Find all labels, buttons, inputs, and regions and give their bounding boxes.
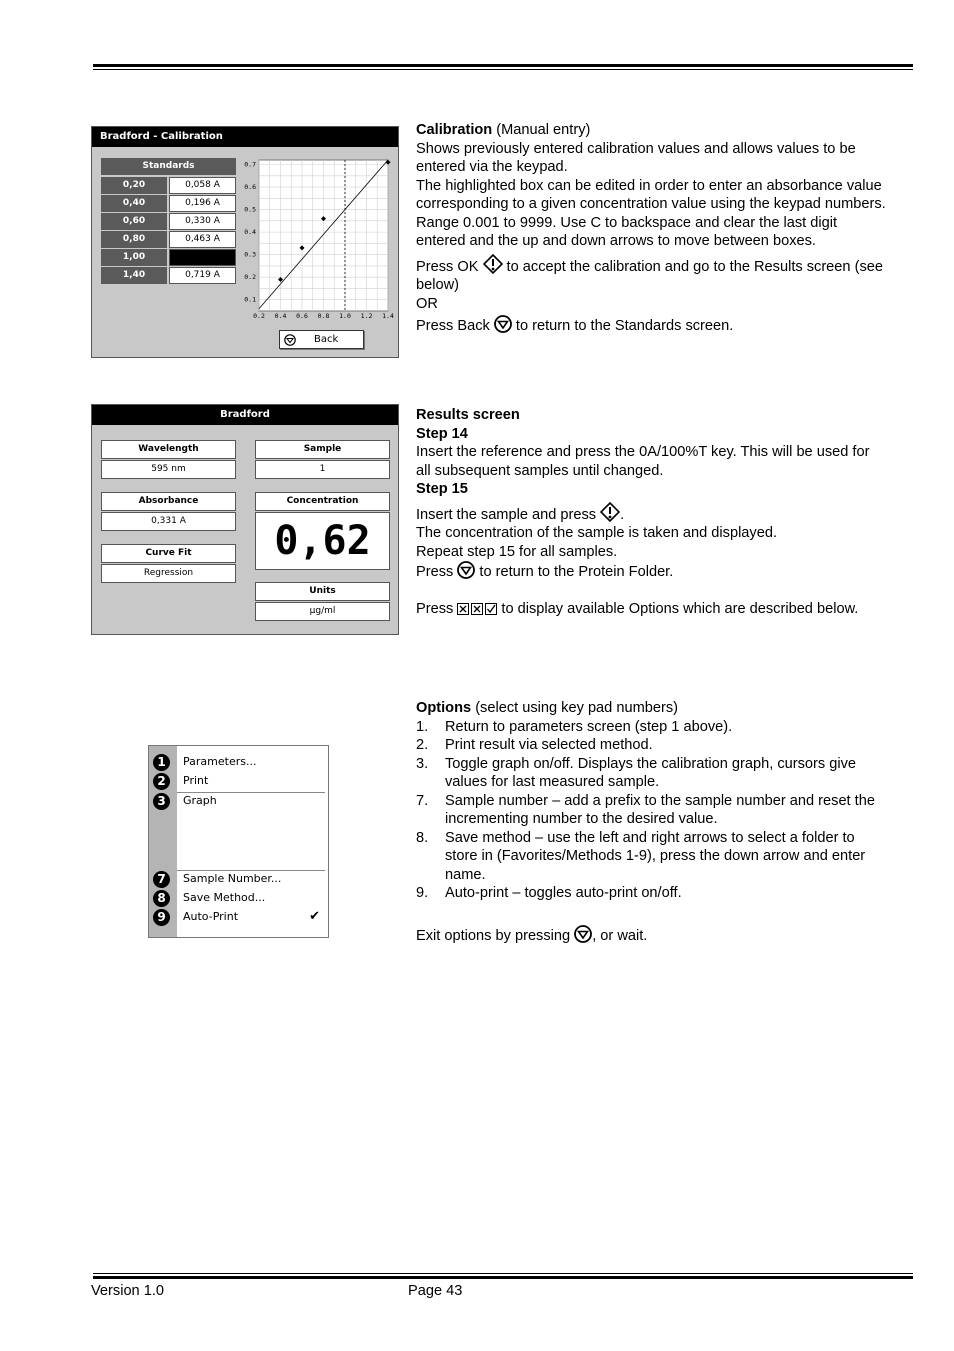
menu-item-label: Save Method... [183,891,266,904]
y-tick-label: 0.3 [244,250,256,259]
results-section [416,406,886,618]
menu-item-save-method[interactable] [149,889,328,908]
back-button-label: Back [314,334,339,345]
step15-a: Insert the sample and press [416,506,601,523]
calibration-heading-suffix: (Manual entry) [492,122,591,138]
absorbance-label: Absorbance [101,492,236,511]
menu-number-badge: 9 [153,909,170,926]
options-list [416,718,886,903]
footer-rule-thin [93,1273,913,1274]
concentration-label: Concentration [255,492,390,511]
footer-rule-thick [93,1276,913,1279]
step15-b: . [620,506,625,523]
results-line4-a: Press [416,564,458,580]
std-abs-6[interactable]: 0,719 A [169,267,236,284]
list-item [416,792,886,829]
press-back-b: to return to the Standards screen. [511,318,734,334]
sample-value: 1 [255,460,390,479]
results-line5-b: to display available Options which are described below. [497,600,859,617]
absorbance-value: 0,331 A [101,512,236,531]
options-heading-suffix: (select using key pad numbers) [471,700,678,716]
results-line3: Repeat step 15 for all samples. [416,543,618,560]
back-key-icon [457,561,475,579]
y-tick-label: 0.4 [244,228,256,237]
menu-number-badge: 3 [153,793,170,810]
menu-item-graph[interactable] [149,792,328,811]
x-tick-label: 0.8 [317,312,330,320]
results-screen [91,404,399,635]
back-key-icon [574,925,592,943]
x-tick-label: 0.6 [296,312,308,320]
menu-item-print[interactable] [149,772,328,791]
std-conc-6: 1,40 [101,267,167,284]
list-item [416,736,886,755]
menu-item-sample-number[interactable] [149,870,328,889]
list-text: Return to parameters screen (step 1 above). [445,718,733,735]
results-screen-title: Bradford [92,405,398,425]
step14-heading: Step 14 [416,425,468,442]
list-text: Save method – use the left and right arrows to select a folder to store in (Favorites/Methods 1-9), press the down arrow and enter name. [445,829,866,883]
header-rule-thick [93,64,913,67]
calibration-screen [91,126,399,358]
calibration-section [416,121,886,336]
or-text: OR [416,295,438,312]
options-section [416,699,886,945]
list-item [416,829,886,885]
results-line5-a: Press [416,600,458,617]
menu-item-label: Graph [183,794,217,807]
list-number: 2. [416,737,429,753]
std-abs-3[interactable]: 0,330 A [169,213,236,230]
wavelength-value: 595 nm [101,460,236,479]
menu-number-badge: 8 [153,890,170,907]
standards-header: Standards [101,158,236,175]
y-tick-label: 0.2 [244,273,256,282]
units-value: µg/ml [255,602,390,621]
std-abs-5-highlighted[interactable] [169,249,236,266]
footer-version: Version 1.0 [91,1283,165,1299]
results-heading: Results screen [416,407,520,423]
calibration-p2: The highlighted box can be edited in order to enter an absorbance value corresponding to a given concentration value using the keypad numbers. Range 0.001 to 9999. Use C to backspace and clear the last digit entered and the up and down arrows to move between boxes. [416,177,886,249]
footer-page-number: Page 43 [408,1283,463,1299]
menu-number-badge: 2 [153,773,170,790]
list-text: Toggle graph on/off. Displays the calibration graph, cursors give values for last measured sample. [445,755,857,790]
calibration-screen-title: Bradford - Calibration [92,127,398,147]
x-tick-label: 0.2 [253,312,265,320]
units-label: Units [255,582,390,601]
results-line2: The concentration of the sample is taken and displayed. [416,525,778,541]
exit-b: , or wait. [592,927,648,944]
wavelength-label: Wavelength [101,440,236,459]
options-heading: Options [416,700,472,716]
list-item [416,755,886,792]
list-text: Print result via selected method. [445,737,653,753]
y-tick-label: 0.6 [244,183,256,192]
y-tick-label: 0.7 [244,160,256,169]
press-ok-a: Press OK [416,258,483,275]
curve-fit-label: Curve Fit [101,544,236,563]
menu-number-badge: 1 [153,754,170,771]
list-item [416,884,886,903]
press-ok-b: to accept the calibration and go to the Results screen (see below) [416,258,883,293]
calibration-graph [242,155,398,323]
check-icon: ✔ [309,909,320,924]
std-abs-4[interactable]: 0,463 A [169,231,236,248]
menu-item-label: Print [183,774,209,787]
step14-body: Insert the reference and press the 0A/100%T key. This will be used for all subsequent samples until changed. [416,444,870,479]
x-tick-label: 0.4 [274,312,287,320]
calibration-p1: Shows previously entered calibration values and allows values to be entered via the keypad. [416,140,856,175]
back-button[interactable] [279,330,364,349]
list-number: 7. [416,792,429,809]
ok-key-icon [483,254,503,274]
menu-item-label: Sample Number... [183,872,282,885]
menu-item-label: Parameters... [183,755,257,768]
std-conc-3: 0,60 [101,213,167,230]
sample-label: Sample [255,440,390,459]
std-conc-5: 1,00 [101,249,167,266]
std-abs-1[interactable]: 0,058 A [169,177,236,194]
calibration-heading: Calibration [416,122,493,138]
y-tick-label: 0.1 [244,295,256,304]
list-number: 8. [416,829,429,846]
back-key-icon [284,334,296,346]
concentration-value: 0,62 [255,512,390,570]
menu-item-parameters[interactable] [149,753,328,772]
menu-number-badge: 7 [153,871,170,888]
std-abs-2[interactable]: 0,196 A [169,195,236,212]
curve-fit-value: Regression [101,564,236,583]
std-conc-1: 0,20 [101,177,167,194]
x-tick-label: 1.2 [360,312,373,320]
list-number: 9. [416,885,429,901]
press-back-a: Press Back [416,318,494,334]
list-text: Auto-print – toggles auto-print on/off. [445,885,682,901]
results-line4-b: to return to the Protein Folder. [475,564,674,580]
menu-item-auto-print[interactable] [149,908,328,927]
options-key-icon [457,603,497,616]
list-number: 3. [416,755,429,772]
step15-heading: Step 15 [416,481,468,497]
y-tick-label: 0.5 [244,205,256,214]
ok-key-icon [600,502,620,522]
exit-a: Exit options by pressing [416,927,575,944]
header-rule-thin [93,69,913,70]
std-conc-2: 0,40 [101,195,167,212]
x-tick-label: 1.0 [339,312,351,320]
menu-item-label: Auto-Print [183,910,239,923]
list-item [416,718,886,737]
back-key-icon [494,315,512,333]
list-text: Sample number – add a prefix to the sample number and reset the incrementing number to the desired value. [445,792,875,827]
std-conc-4: 0,80 [101,231,167,248]
options-menu [148,745,329,938]
list-number: 1. [416,718,429,735]
x-tick-label: 1.4 [382,312,394,320]
